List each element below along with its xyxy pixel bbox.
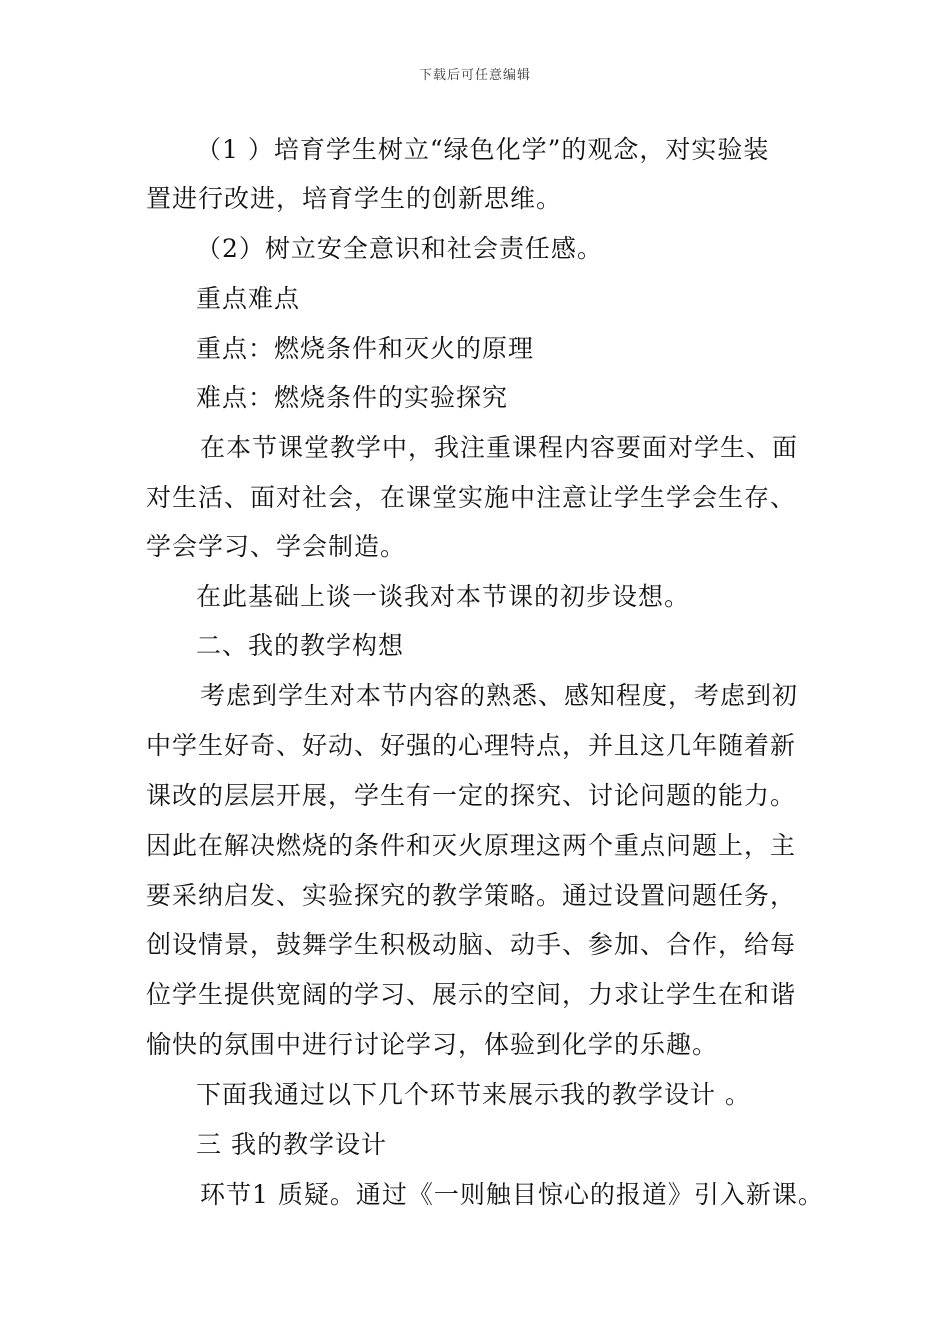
paragraph-line: 考虑到学生对本节内容的熟悉、感知程度，考虑到初 (200, 681, 799, 710)
paragraph-line: 愉快的氛围中进行讨论学习，体验到化学的乐趣。 (146, 1030, 719, 1059)
paragraph-line: 创设情景，鼓舞学生积极动脑、动手、参加、合作，给每 (146, 930, 797, 959)
section-heading: 重点难点 (196, 284, 301, 313)
paragraph-line: 难点：燃烧条件的实验探究 (196, 383, 509, 412)
paragraph-line: 下面我通过以下几个环节来展示我的教学设计 。 (196, 1080, 751, 1109)
section-heading: 二、我的教学构想 (196, 631, 405, 660)
paragraph-line: （2）树立安全意识和社会责任感。 (196, 234, 603, 263)
paragraph-line: 要采纳启发、实验探究的教学策略。通过设置问题任务， (146, 881, 797, 910)
paragraph-line: （1 ）培育学生树立“绿色化学”的观念，对实验装 (196, 135, 770, 164)
page-header: 下载后可任意编辑 (418, 68, 531, 83)
section-heading: 三 我的教学设计 (196, 1130, 387, 1159)
paragraph-line: 环节1 质疑。通过《一则触目惊心的报道》引入新课。 (200, 1180, 824, 1209)
paragraph-line: 重点：燃烧条件和灭火的原理 (196, 334, 535, 363)
paragraph-line: 因此在解决燃烧的条件和灭火原理这两个重点问题上，主 (146, 831, 797, 860)
paragraph-line: 课改的层层开展，学生有一定的探究、讨论问题的能力。 (146, 781, 797, 810)
paragraph-line: 在此基础上谈一谈我对本节课的初步设想。 (196, 582, 691, 611)
paragraph-line: 对生活、面对社会，在课堂实施中注意让学生学会生存、 (146, 483, 797, 512)
paragraph-line: 在本节课堂教学中，我注重课程内容要面对学生、面 (200, 433, 799, 462)
paragraph-line: 学会学习、学会制造。 (146, 532, 407, 561)
paragraph-line: 置进行改进，培育学生的创新思维。 (146, 184, 563, 213)
paragraph-line: 中学生好奇、好动、好强的心理特点，并且这几年随着新 (146, 731, 797, 760)
paragraph-line: 位学生提供宽阔的学习、展示的空间，力求让学生在和谐 (146, 980, 797, 1009)
